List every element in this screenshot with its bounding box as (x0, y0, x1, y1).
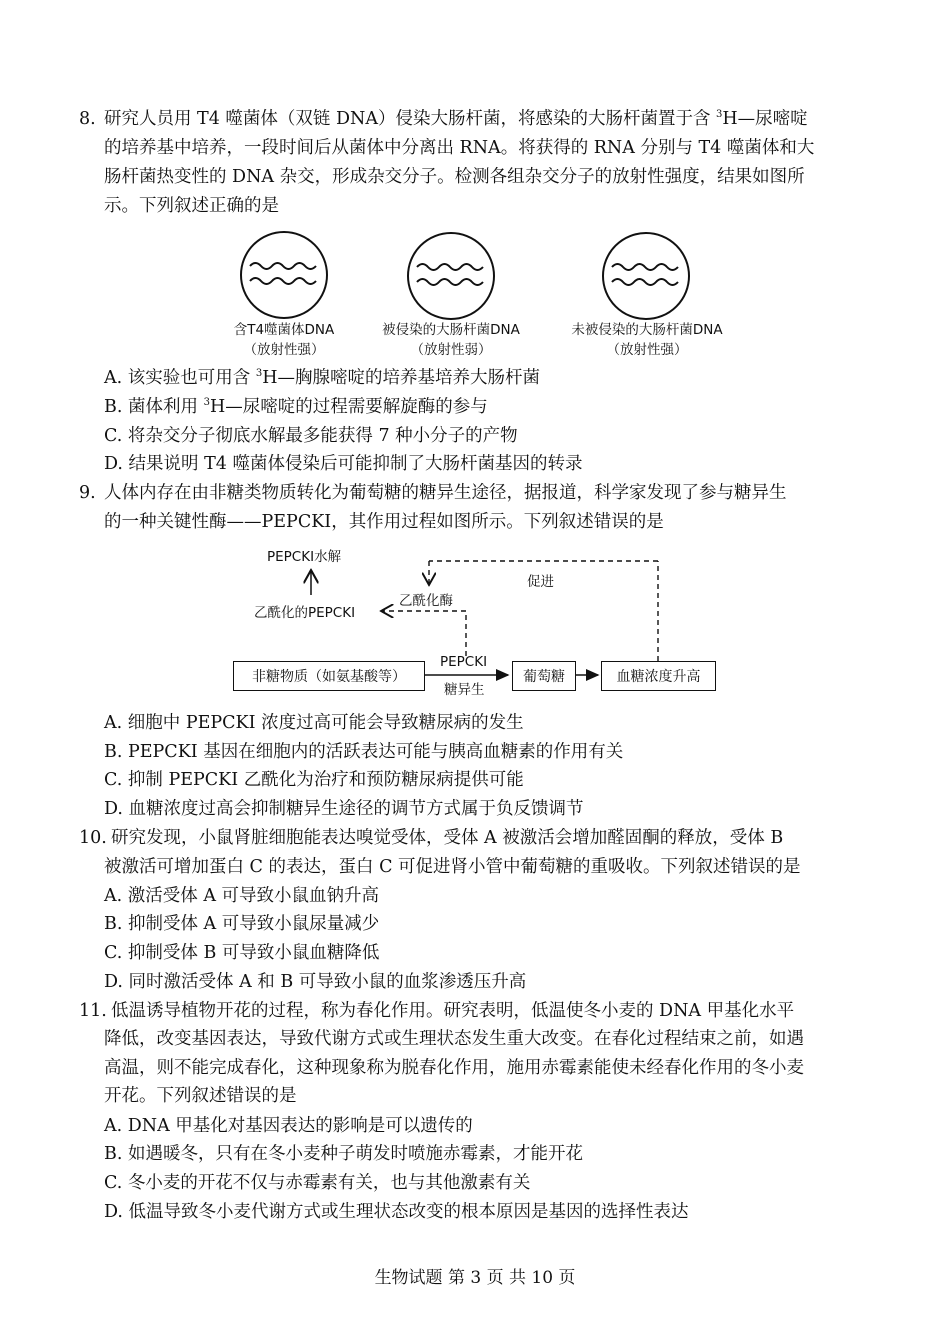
q9-option-b[interactable]: B. PEPCKI 基因在细胞内的活跃表达可能与胰高血糖素的作用有关 (104, 742, 624, 762)
q10-option-a[interactable]: A. 激活受体 A 可导致小鼠血钠升高 (104, 886, 380, 906)
circle-t4-dna (241, 232, 327, 318)
q10-stem-line1: 研究发现，小鼠肾脏细胞能表达嗅觉受体，受体 A 被激活会增加醛固酮的释放，受体 B (111, 828, 784, 848)
q9-fig-gluconeogenesis: 糖异生 (444, 682, 485, 698)
q8-stem-line2: 的培养基中培养，一段时间后从菌体中分离出 RNA。将获得的 RNA 分别与 T4 噬菌体和大 (104, 138, 815, 158)
q8-number: 8. (79, 109, 96, 129)
q8-fig-c3-result: （放射性强） (606, 342, 688, 358)
q10-option-b[interactable]: B. 抑制受体 A 可导致小鼠尿量减少 (104, 914, 380, 934)
circle-uninfected-ecoli-dna (603, 233, 689, 319)
q9-fig-hydrolysis: PEPCKI水解 (267, 549, 342, 565)
q8-stem-line3: 肠杆菌热变性的 DNA 杂交，形成杂交分子。检测各组杂交分子的放射性强度，结果如图所 (104, 167, 805, 187)
q11-stem-line2: 降低，改变基因表达，导致代谢方式或生理状态发生重大改变。在春化过程结束之前，如遇 (104, 1029, 804, 1049)
q8-option-d[interactable]: D. 结果说明 T4 噬菌体侵染后可能抑制了大肠杆菌基因的转录 (104, 454, 583, 474)
q10-option-c[interactable]: C. 抑制受体 B 可导致小鼠血糖降低 (104, 943, 380, 963)
q9-option-a[interactable]: A. 细胞中 PEPCKI 浓度过高可能会导致糖尿病的发生 (104, 713, 524, 733)
q8-fig-c2-result: （放射性弱） (410, 342, 492, 358)
q11-stem-line1: 低温诱导植物开花的过程，称为春化作用。研究表明，低温使冬小麦的 DNA 甲基化水平 (111, 1001, 795, 1021)
q9-fig-pepcki: PEPCKI (440, 654, 488, 670)
q9-fig-acetylase: 乙酰化酶 (399, 593, 453, 609)
q9-fig-acetylated-pepcki: 乙酰化的PEPCKI (254, 605, 356, 621)
q11-option-c[interactable]: C. 冬小麦的开花不仅与赤霉素有关，也与其他激素有关 (104, 1173, 531, 1193)
q8-fig-c1-result: （放射性强） (243, 342, 325, 358)
circle-infected-ecoli-dna (408, 233, 494, 319)
q8-option-b[interactable]: B. 菌体利用 $^3$H—尿嘧啶的过程需要解旋酶的参与 (104, 397, 488, 417)
q8-fig-c1-name: 含T4噬菌体DNA (233, 322, 335, 338)
q11-option-a[interactable]: A. DNA 甲基化对基因表达的影响是可以遗传的 (104, 1116, 473, 1136)
page-footer: 生物试题 第 3 页 共 10 页 (374, 1268, 576, 1288)
q11-option-b[interactable]: B. 如遇暖冬，只有在冬小麦种子萌发时喷施赤霉素，才能开花 (104, 1144, 583, 1164)
q9-fig-promote: 促进 (527, 574, 554, 590)
q9-fig-bloodsugar-box: 血糖浓度升高 (601, 661, 716, 691)
q8-stem-line1: 研究人员用 T4 噬菌体（双链 DNA）侵染大肠杆菌，将感染的大肠杆菌置于含 $^3$H—尿嘧啶 (104, 109, 808, 129)
q11-stem-line4: 开花。下列叙述错误的是 (104, 1086, 297, 1106)
q9-option-d[interactable]: D. 血糖浓度过高会抑制糖异生途径的调节方式属于负反馈调节 (104, 799, 584, 819)
q8-fig-c3-name: 未被侵染的大肠杆菌DNA (571, 322, 723, 338)
q9-option-c[interactable]: C. 抑制 PEPCKI 乙酰化为治疗和预防糖尿病提供可能 (104, 770, 524, 790)
q10-stem-line2: 被激活可增加蛋白 C 的表达，蛋白 C 可促进肾小管中葡萄糖的重吸收。下列叙述错误的是 (104, 857, 801, 877)
q10-number: 10. (79, 828, 107, 848)
q9-stem-line2: 的一种关键性酶——PEPCKI，其作用过程如图所示。下列叙述错误的是 (104, 512, 664, 532)
q11-stem-line3: 高温，则不能完成春化，这种现象称为脱春化作用，施用赤霉素能使未经春化作用的冬小麦 (104, 1058, 804, 1078)
q8-option-a[interactable]: A. 该实验也可用含 $^3$H—胸腺嘧啶的培养基培养大肠杆菌 (104, 368, 540, 388)
q8-stem-line4: 示。下列叙述正确的是 (104, 196, 279, 216)
q10-option-d[interactable]: D. 同时激活受体 A 和 B 可导致小鼠的血浆渗透压升高 (104, 972, 527, 992)
q9-fig-glucose-box: 葡萄糖 (512, 661, 576, 691)
q8-fig-c2-name: 被侵染的大肠杆菌DNA (382, 322, 520, 338)
q9-fig-nonsugar-box: 非糖物质（如氨基酸等） (233, 661, 425, 691)
q11-option-d[interactable]: D. 低温导致冬小麦代谢方式或生理状态改变的根本原因是基因的选择性表达 (104, 1202, 689, 1222)
q9-stem-line1: 人体内存在由非糖类物质转化为葡萄糖的糖异生途径，据报道，科学家发现了参与糖异生 (104, 483, 787, 503)
q11-number: 11. (79, 1001, 107, 1021)
q9-number: 9. (79, 483, 96, 503)
q8-option-c[interactable]: C. 将杂交分子彻底水解最多能获得 7 种小分子的产物 (104, 426, 518, 446)
